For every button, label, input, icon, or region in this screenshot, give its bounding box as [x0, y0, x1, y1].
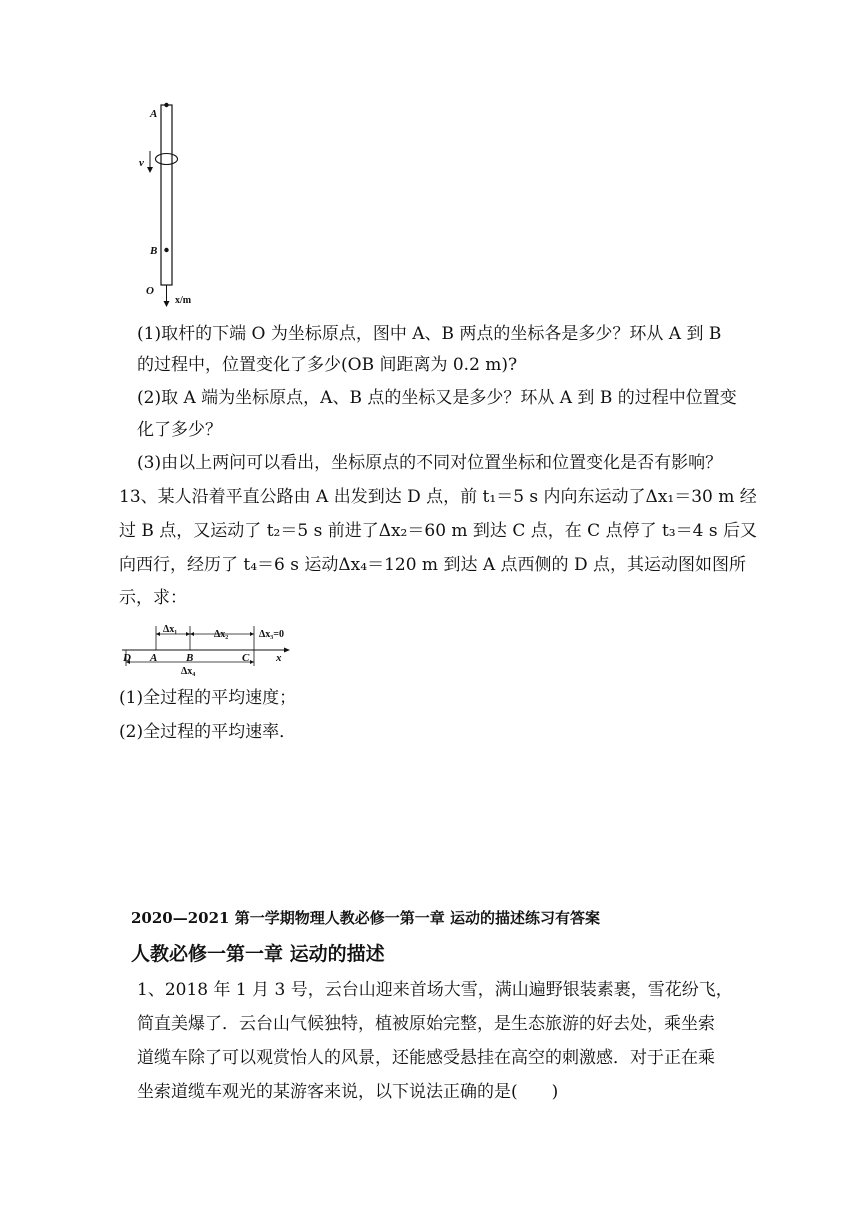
dx1-arrow-head	[186, 632, 190, 636]
section-title: 人教必修一第一章 运动的描述	[131, 943, 385, 965]
label-d: D	[123, 652, 131, 664]
label-x: x	[276, 652, 282, 664]
q13-line4: 示，求：	[119, 588, 187, 608]
q1-line3: 道缆车除了可以观赏怡人的风景，还能感受悬挂在高空的刺激感．对于正在乘	[137, 1048, 715, 1068]
label-c: C	[242, 652, 250, 664]
q12-part2-line1: (2)取 A 端为坐标原点，A、B 点的坐标又是多少？环从 A 到 B 的过程中位置变	[137, 388, 737, 408]
q13-line1: 13、某人沿着平直公路由 A 出发到达 D 点，前 t₁＝5 s 内向东运动了Δx₁＝30 m 经	[119, 487, 757, 507]
q12-part3-line1: (3)由以上两问可以看出，坐标原点的不同对位置坐标和位置变化是否有影响？	[137, 453, 723, 473]
axis-arrow-head	[164, 301, 170, 307]
q12-part1-line1: (1)取杆的下端 O 为坐标原点，图中 A、B 两点的坐标各是多少？环从 A 到 B	[137, 324, 722, 344]
dx1-arrow-tail	[156, 632, 160, 636]
q13-line2: 过 B 点，又运动了 t₂＝5 s 前进了Δx₂＝60 m 到达 C 点，在 C 点停了 t₃＝4 s 后又	[119, 521, 757, 541]
label-dx1: Δx₁	[163, 624, 178, 635]
q1-line4: 坐索道缆车观光的某游客来说，以下说法正确的是( )	[137, 1082, 559, 1102]
velocity-arrow-head	[147, 167, 153, 173]
label-b: B	[150, 245, 158, 257]
section-subtitle: 2020—2021 第一学期物理人教必修一第一章 运动的描述练习有答案	[131, 909, 600, 927]
label-dx2: Δx₂	[214, 629, 229, 640]
rod-figure	[130, 95, 220, 315]
dx2-arrow-tail	[190, 632, 194, 636]
q1-line1: 1、2018 年 1 月 3 号，云台山迎来首场大雪，满山遍野银装素裹，雪花纷飞，	[137, 980, 733, 1000]
label-o: O	[146, 285, 154, 297]
rod	[161, 105, 172, 285]
point-a-dot	[164, 103, 168, 107]
label-v: v	[139, 157, 144, 169]
point-b-dot	[164, 248, 168, 252]
label-a2: A	[150, 652, 158, 664]
label-b2: B	[186, 652, 194, 664]
q13-ask1: (1)全过程的平均速度；	[119, 688, 297, 708]
label-dx3: Δx₃=0	[259, 629, 284, 640]
main-axis-head	[284, 648, 290, 653]
ring	[156, 154, 178, 165]
q1-line2: 简直美爆了．云台山气候独特，植被原始完整，是生态旅游的好去处，乘坐索	[137, 1014, 715, 1034]
q12-part2-line2: 化了多少？	[137, 420, 222, 440]
q12-part1-line2: 的过程中，位置变化了多少(OB 间距离为 0.2 m)?	[137, 355, 518, 375]
label-axis: x/m	[175, 295, 192, 306]
q13-line3: 向西行，经历了 t₄＝6 s 运动Δx₄＝120 m 到达 A 点西侧的 D 点，其运动图如图所	[119, 555, 746, 575]
q13-ask2: (2)全过程的平均速率．	[119, 722, 297, 742]
dx2-arrow-head	[250, 632, 254, 636]
label-dx4: Δx₄	[181, 666, 196, 677]
dx4-arrow-tail	[250, 660, 254, 664]
motion-figure	[118, 620, 308, 678]
label-a: A	[150, 108, 158, 120]
